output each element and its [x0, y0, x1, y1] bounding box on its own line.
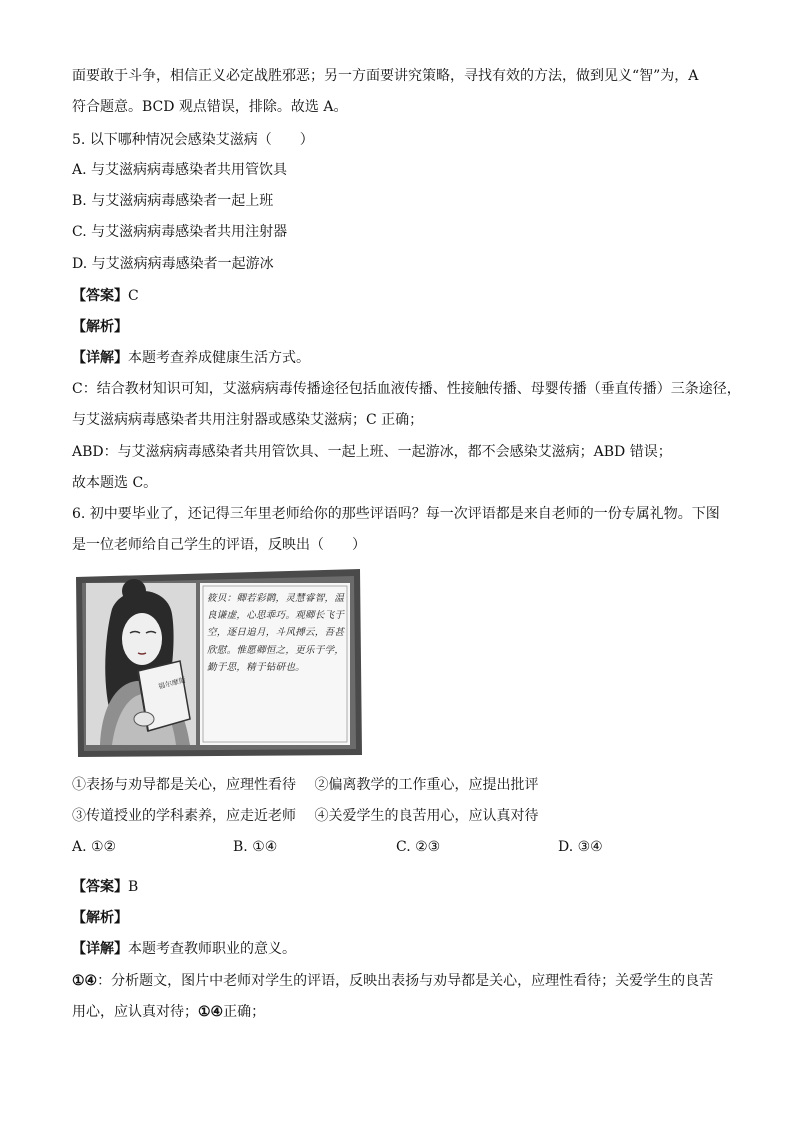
q5-analysis-label: 【解析】: [72, 319, 128, 335]
q6-analysis-label: 【解析】: [72, 910, 128, 926]
q5-answer-label: 【答案】: [72, 288, 128, 304]
q6-detail-text: 本题考查教师职业的意义。: [128, 941, 296, 957]
q5-option-c: C. 与艾滋病病毒感染者共用注射器: [72, 224, 288, 240]
q6-option-b: B. ①④: [233, 839, 278, 855]
prev-answer-line-2: 符合题意。BCD 观点错误，排除。故选 A。: [72, 99, 348, 115]
q6-explanation-1-text: ：分析题文，图片中老师对学生的评语，反映出表扬与劝导都是关心，应理性看待；关爱学生的良苦: [97, 973, 714, 989]
q6-statements-2: ③传道授业的学科素养，应走近老师 ④关爱学生的良苦用心，应认真对待: [72, 808, 539, 824]
q5-option-d: D. 与艾滋病病毒感染者一起游冰: [72, 256, 274, 272]
q6-answer-label: 【答案】: [72, 879, 128, 895]
q6-stem-1: 6. 初中要毕业了，还记得三年里老师给你的那些评语吗？每一次评语都是来自老师的一份专属礼物。下图: [72, 506, 720, 522]
q5-detail-label: 【详解】: [72, 350, 128, 366]
q6-explanation-2-end: 正确；: [223, 1004, 266, 1020]
q5-explanation-3: ABD：与艾滋病病毒感染者共用管饮具、一起上班、一起游冰，都不会感染艾滋病；ABD 错误；: [72, 444, 672, 460]
prev-answer-line-1: 面要敢于斗争，相信正义必定战胜邪恶；另一方面要讲究策略，寻找有效的方法，做到见义“智”为，A: [72, 68, 699, 84]
q5-stem: 5. 以下哪种情况会感染艾滋病（ ）: [72, 132, 314, 148]
q6-statements-1: ①表扬与劝导都是关心，应理性看待 ②偏离教学的工作重心，应提出批评: [72, 777, 539, 793]
q5-explanation-2: 与艾滋病病毒感染者共用注射器或感染艾滋病；C 正确；: [72, 412, 424, 428]
q5-explanation-1: C：结合教材知识可知，艾滋病病毒传播途径包括血液传播、性接触传播、母婴传播（垂直传播）三条途径，: [72, 381, 741, 397]
q6-stem-2: 是一位老师给自己学生的评语，反映出（ ）: [72, 537, 366, 553]
q5-detail: [72, 348, 310, 368]
q6-answer: [72, 877, 138, 897]
book-cover-text: 福尔摩斯: [157, 676, 187, 691]
q5-explanation-4: 故本题选 C。: [72, 475, 158, 491]
q6-option-d: D. ③④: [558, 839, 603, 855]
q6-detail-label: 【详解】: [72, 941, 128, 957]
teacher-comment-figure: [72, 569, 362, 757]
q6-option-c: C. ②③: [396, 839, 441, 855]
q6-option-a: A. ①②: [72, 839, 117, 855]
q6-explanation-1: [72, 971, 713, 991]
q5-answer: [72, 286, 139, 306]
q6-detail: [72, 939, 296, 959]
q5-answer-value: C: [128, 288, 139, 304]
q5-option-b: B. 与艾滋病病毒感染者一起上班: [72, 193, 274, 209]
q6-explanation-2: [72, 1002, 265, 1022]
q6-explanation-marker: ①④: [72, 973, 98, 989]
q6-answer-value: B: [128, 879, 139, 895]
q5-detail-text: 本题考查养成健康生活方式。: [128, 350, 310, 366]
teacher-comment-text: 筱贝：卿若彩鹮，灵慧睿智，温良谦虚，心思乖巧。观卿长飞于空，逐日追月，斗风搏云，吾甚欣慰。惟愿卿恒之，更乐于学，勤于思，精于钻研也。: [207, 593, 345, 673]
q5-option-a: A. 与艾滋病病毒感染者共用管饮具: [72, 162, 288, 178]
q6-explanation-2-marker: ①④: [198, 1004, 224, 1020]
q6-explanation-2-text: 用心，应认真对待；: [72, 1004, 198, 1020]
